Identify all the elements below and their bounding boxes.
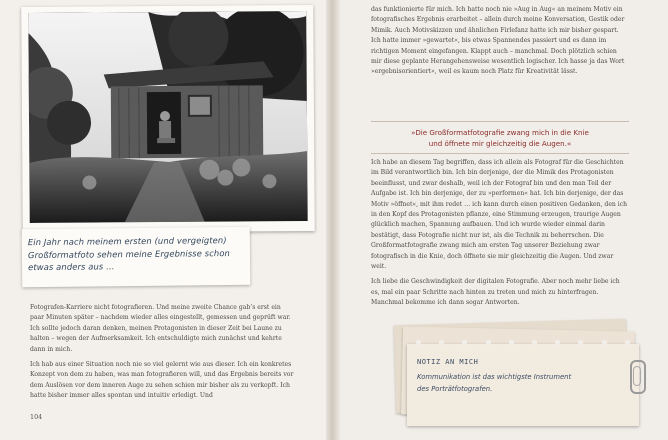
caption-line: etwas anders aus …: [28, 261, 115, 273]
body-paragraph: Ich hab aus einer Situation noch nie so viel gelernt wie aus dieser. Ich ein konkretes Konzept von dem zu haben, was man fotografieren will, und das Ergebnis bereits vor dem Auslösen vor dem inneren Auge zu sehen schien mir bisher als zu verkopft. Ich hatte bisher immer alles spontan und intuitiv erledigt. Und: [30, 361, 294, 400]
note-perforation: [407, 340, 639, 348]
note-text: [417, 371, 627, 395]
pull-quote-line: »Die Großformatfotografie zwang mich in die Knie: [411, 128, 589, 137]
body-paragraph: Fotografen-Karriere nicht fotografieren. Und meine zweite Chance gab’s erst ein paar Minuten später – nachdem wieder alles eingestellt, gemessen und geprüft war. Ich sollte jedoch daran denken, meinen Protagonisten in dieser Zeit bei Laune zu halten – wegen der Aufmerksamkeit. Ich entschuldigte mich zunächst und kehrte dann in mich.: [30, 304, 291, 353]
note-line: Kommunikation ist das wichtigste Instrument: [417, 373, 572, 381]
caption-line: Großformatfoto sehen meine Ergebnisse schon: [27, 247, 230, 260]
right-page-body: [371, 158, 629, 314]
right-page-body-top: [371, 5, 629, 78]
pull-quote-line: und öffnete mir gleichzeitig die Augen.«: [428, 139, 572, 148]
body-paragraph: Ich habe an diesem Tag begriffen, dass ich allein als Fotograf für die Geschichten im Bild verantwortlich bin. Ich bin derjenige, der die Mimik des Protagonisten beeinflusst, und zwar deshalb, weil ich der Fotograf bin und den man Teil der Aufgabe ist. Ich bin derjenige, der zu »performen« hat. Ich bin derjenige, der das Motiv »öffnet«, mit ihm redet … ich kann durch einen positiven Gedanken, den ich in den Kopf des Protagonisten pflanze, eine Stimmung erzeugen, traurige Augen glücklich machen, Spannung aufbauen. Und ich wurde wieder einmal darin bestätigt, dass Fotografie nicht nur ist, als die Technik zu beherrschen. Die Großformatfotografie zwang mich am ersten Tag unserer Beziehung zwar fotografisch in die Knie, doch öffnete sie mir gleichzeitig die Augen. Und zwar weit.: [371, 159, 628, 271]
photo-caption: [28, 234, 244, 274]
left-page-body: [30, 303, 295, 407]
note-card: [407, 344, 639, 426]
note-title: NOTIZ AN MICH: [417, 358, 479, 366]
note-line: des Porträtfotografen.: [417, 385, 493, 393]
page-number: 104: [30, 413, 43, 421]
body-paragraph: Ich liebe die Geschwindigkeit der digitalen Fotografie. Aber noch mehr liebe ich es, mal ein paar Schritte nach hinten zu treten und mich zu hinterfragen. Manchmal bekomme ich dann sogar Antworten.: [371, 278, 620, 307]
caption-line: Ein Jahr nach meinem ersten (und vergeigten): [27, 235, 227, 248]
photo-image: [28, 11, 307, 223]
paper-clip-inner: [633, 366, 641, 386]
book-gutter: [326, 0, 340, 440]
photo-caption-card: [22, 227, 251, 287]
garden-shed-photo: [28, 11, 307, 223]
pull-quote: [371, 121, 629, 154]
body-paragraph: das funktionierte für mich. Ich hatte noch nie »Aug in Aug« an meinem Motiv ein fotografisches Ergebnis erarbeitet – allein durch meine Konversation, Gestik oder Mimik. Auch Motivskizzen und ähnlichen Firlefanz hatte ich mir bisher gespart. Ich hatte immer »gewartet«, bis etwas Spannendes passiert und es dann im richtigen Moment eingefangen. Klappt auch – manchmal. Doch plötzlich schien mir diese geplante Herangehensweise wesentlich logischer. Ich hasse ja das Wort »ergebnisorientiert«, weil es kaum noch Platz für Kreativität lässt.: [371, 6, 625, 76]
photo-print: [21, 5, 315, 233]
